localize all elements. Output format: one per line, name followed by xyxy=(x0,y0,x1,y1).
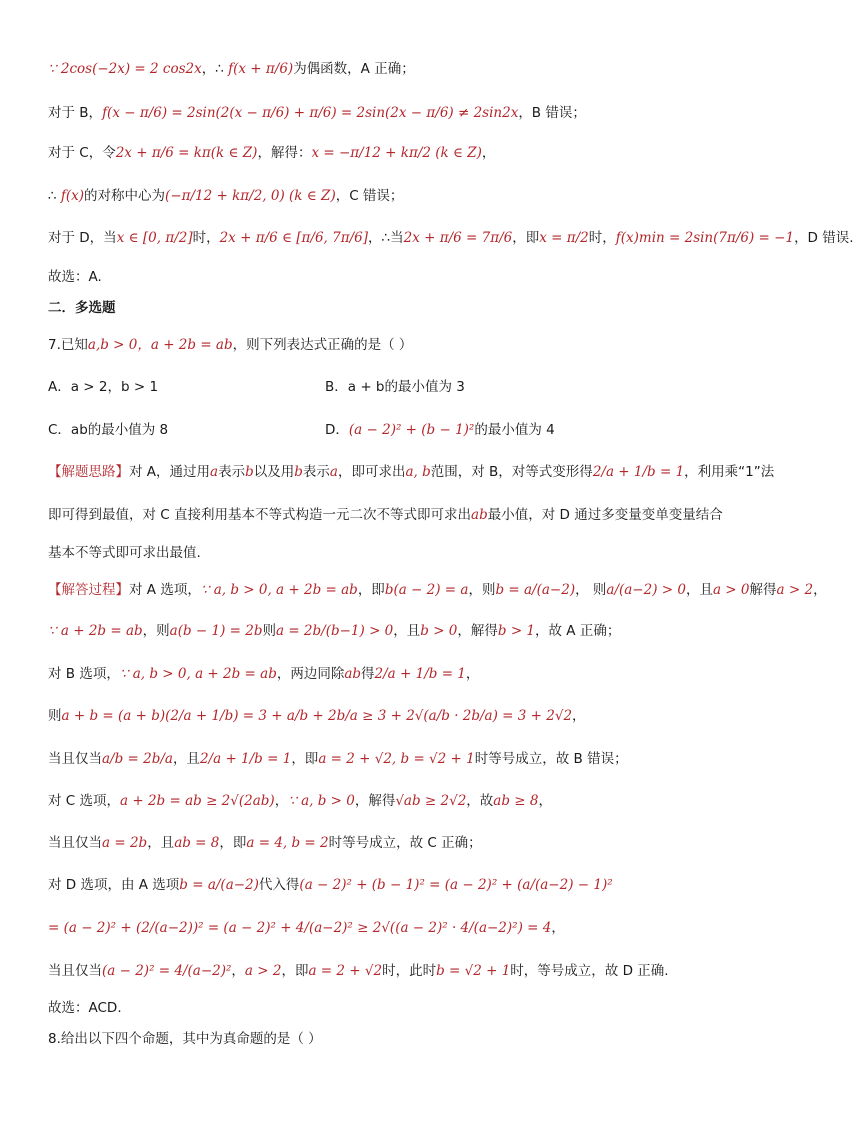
text-segment: 对于 B， xyxy=(48,105,103,121)
text-segment: ， 则 xyxy=(575,582,607,598)
math-expression: b > 1 xyxy=(497,623,536,639)
text-segment: ， xyxy=(231,963,245,979)
text-segment: 8.给出以下四个命题，其中为真命题的是（ ） xyxy=(48,1031,322,1047)
text-segment: ， xyxy=(813,582,827,598)
option-a xyxy=(48,377,158,397)
text-line-5 xyxy=(48,228,854,248)
solution-line-d3 xyxy=(48,961,669,981)
solution-tag: 【解答过程】 xyxy=(48,582,129,598)
option-b-text: B．a + b的最小值为 3 xyxy=(325,379,465,395)
text-segment: 则 xyxy=(262,623,276,639)
text-segment: 对 A 选项， xyxy=(129,582,201,598)
math-expression: ∵ a, b > 0 xyxy=(288,793,355,809)
solution-tag: 【解题思路】 xyxy=(48,464,129,480)
text-segment: ，且 xyxy=(147,835,175,851)
text-segment: ，D 错误. xyxy=(794,230,854,246)
text-segment: ，则下列表达式正确的是（ ） xyxy=(232,337,413,353)
text-segment: 对 B 选项， xyxy=(48,666,120,682)
math-expression: ∵ a + 2b = ab xyxy=(48,623,143,639)
text-segment: ，∴ xyxy=(201,61,229,77)
text-segment: ， xyxy=(274,793,289,809)
text-segment: 解得 xyxy=(749,582,777,598)
text-segment: ，∴当 xyxy=(368,230,404,246)
math-expression: 2x + π/6 = kπ(k ∈ Z) xyxy=(115,145,258,161)
math-expression: a/b = 2b/a xyxy=(102,751,173,767)
math-expression: ∵ 2cos(−2x) = 2 cos2x xyxy=(48,61,202,77)
text-segment: 当且仅当 xyxy=(48,963,102,979)
text-segment: ，即 xyxy=(219,835,247,851)
text-line-2 xyxy=(48,103,586,123)
math-expression: ab ≥ 8 xyxy=(493,793,539,809)
math-expression: a = 2 + √2 xyxy=(308,963,383,979)
text-segment: 故选：ACD. xyxy=(48,1000,122,1016)
math-expression: a xyxy=(329,464,338,480)
text-segment: ，C 错误； xyxy=(335,188,404,204)
text-segment: ，且 xyxy=(685,582,713,598)
math-expression: a = 4, b = 2 xyxy=(246,835,329,851)
math-expression: x = −π/12 + kπ/2 (k ∈ Z) xyxy=(311,145,482,161)
text-segment: 即可得到最值，对 C 直接利用基本不等式构造一元二次不等式即可求出 xyxy=(48,507,472,523)
answer-line xyxy=(48,998,122,1018)
math-expression: ab xyxy=(471,507,488,523)
text-segment: 7.已知 xyxy=(48,337,88,353)
text-segment: ， xyxy=(538,793,552,809)
solution-line-d2 xyxy=(48,918,565,938)
math-expression: b(a − 2) = a xyxy=(384,582,469,598)
math-expression: f(x + π/6) xyxy=(228,61,294,77)
solution-line-b3 xyxy=(48,749,628,769)
text-segment: 时等号成立，故 C 正确； xyxy=(328,835,482,851)
option-d xyxy=(325,420,555,440)
text-segment: ，B 错误； xyxy=(518,105,586,121)
solution-idea-line-1 xyxy=(48,462,774,482)
math-expression: (a − 2)² = 4/(a−2)² xyxy=(102,963,232,979)
text-segment: 当且仅当 xyxy=(48,751,102,767)
text-segment: 得 xyxy=(361,666,375,682)
solution-line-d1 xyxy=(48,875,613,895)
math-expression: = (a − 2)² + (2/(a−2))² = (a − 2)² + 4/(a−2)² ≥ 2√((a − 2)² · 4/(a−2)²) = 4 xyxy=(48,920,552,936)
text-segment: ，解得 xyxy=(457,623,498,639)
option-b xyxy=(325,377,465,397)
text-segment: ，即 xyxy=(512,230,540,246)
math-expression: b = a/(a−2) xyxy=(495,582,576,598)
text-segment: ，利用乘“1”法 xyxy=(684,464,775,480)
math-expression: a + b = (a + b)(2/a + 1/b) = 3 + a/b + 2b/a ≥ 3 + 2√(a/b · 2b/a) = 3 + 2√2 xyxy=(61,708,573,724)
text-segment: ，两边同除 xyxy=(276,666,345,682)
math-expression: a = 2 + √2, b = √2 + 1 xyxy=(318,751,475,767)
math-expression: 2/a + 1/b = 1 xyxy=(592,464,685,480)
text-segment: 对 C 选项， xyxy=(48,793,121,809)
text-segment: 时，此时 xyxy=(382,963,437,979)
text-segment: 时， xyxy=(192,230,220,246)
text-line-1 xyxy=(48,59,415,79)
math-expression: (−π/12 + kπ/2, 0) (k ∈ Z) xyxy=(165,188,336,204)
math-expression: b > 0 xyxy=(420,623,458,639)
text-line-6 xyxy=(48,267,102,287)
text-segment: 以及用 xyxy=(253,464,295,480)
math-expression: 2x + π/6 ∈ [π/6, 7π/6] xyxy=(219,230,369,246)
math-expression: x ∈ [0, π/2] xyxy=(116,230,193,246)
solution-idea-line-3 xyxy=(48,543,201,563)
math-expression: a, b xyxy=(405,464,431,480)
question-8 xyxy=(48,1029,322,1049)
solution-line-b1 xyxy=(48,664,479,684)
text-segment: 范围，对 B，对等式变形得 xyxy=(430,464,593,480)
text-segment: 对 A，通过用 xyxy=(129,464,211,480)
text-segment: 基本不等式即可求出最值. xyxy=(48,545,201,561)
text-segment: 当且仅当 xyxy=(48,835,102,851)
text-segment: 表示 xyxy=(218,464,246,480)
math-expression: a = 2b/(b−1) > 0 xyxy=(275,623,394,639)
text-segment: 对 D 选项，由 A 选项 xyxy=(48,877,180,893)
math-expression: (a − 2)² + (b − 1)² = (a − 2)² + (a/(a−2) − 1)² xyxy=(299,877,613,893)
math-expression: a > 2 xyxy=(776,582,814,598)
text-segment: 的最小值为 4 xyxy=(474,422,555,438)
math-expression: ∵ a, b > 0, a + 2b = ab xyxy=(119,666,277,682)
text-segment: 时，等号成立，故 D 正确. xyxy=(510,963,669,979)
option-c-text: C．ab的最小值为 8 xyxy=(48,422,169,438)
text-segment: ，故 A 正确； xyxy=(535,623,621,639)
text-segment: 的对称中心为 xyxy=(84,188,166,204)
math-expression: b = √2 + 1 xyxy=(436,963,511,979)
text-segment: ，则 xyxy=(468,582,496,598)
math-expression: a > 2 xyxy=(244,963,282,979)
math-expression: f(x)min = 2sin(7π/6) = −1 xyxy=(615,230,795,246)
math-expression: a > 0 xyxy=(712,582,750,598)
math-expression: b xyxy=(245,464,254,480)
option-c xyxy=(48,420,168,440)
text-segment: ，即 xyxy=(281,963,309,979)
math-expression: a = 2b xyxy=(102,835,148,851)
text-segment: ，且 xyxy=(393,623,421,639)
text-segment: 对于 D，当 xyxy=(48,230,117,246)
option-a-text: A．a > 2，b > 1 xyxy=(48,379,159,395)
solution-line-b2 xyxy=(48,706,586,726)
text-segment: ，解得 xyxy=(354,793,396,809)
math-expression: 2x + π/6 = 7π/6 xyxy=(403,230,513,246)
text-segment: ，即 xyxy=(291,751,319,767)
math-expression: ab = 8 xyxy=(174,835,220,851)
text-segment: 则 xyxy=(48,708,62,724)
math-expression: ab xyxy=(344,666,362,682)
text-segment: 表示 xyxy=(302,464,330,480)
math-expression: (a − 2)² + (b − 1)² xyxy=(348,422,475,438)
math-expression: f(x − π/6) = 2sin(2(x − π/6) + π/6) = 2sin(2x − π/6) ≠ 2sin2x xyxy=(102,105,519,121)
math-expression: a xyxy=(210,464,219,480)
text-segment: ∴ xyxy=(48,188,61,204)
math-expression: 2/a + 1/b = 1 xyxy=(374,666,466,682)
solution-idea-line-2 xyxy=(48,505,723,525)
text-segment: 时等号成立，故 B 错误； xyxy=(474,751,628,767)
text-segment: 对于 C，令 xyxy=(48,145,116,161)
text-line-4 xyxy=(48,186,403,206)
solution-line-c2 xyxy=(48,833,482,853)
math-expression: a/(a−2) > 0 xyxy=(606,582,686,598)
text-segment: ， xyxy=(481,145,496,161)
math-expression: √ab ≥ 2√2 xyxy=(395,793,467,809)
math-expression: a(b − 1) = 2b xyxy=(169,623,263,639)
text-segment: ， xyxy=(465,666,480,682)
text-segment: ，即 xyxy=(357,582,385,598)
text-segment: 为偶函数，A 正确； xyxy=(293,61,415,77)
solution-line-a2 xyxy=(48,621,620,641)
text-segment: 代入得 xyxy=(258,877,300,893)
option-d-label: D． xyxy=(325,422,349,438)
text-segment: ，即可求出 xyxy=(337,464,406,480)
solution-line-a1 xyxy=(48,580,827,600)
math-expression: a + 2b = ab ≥ 2√(2ab) xyxy=(120,793,275,809)
math-expression: 2/a + 1/b = 1 xyxy=(199,751,292,767)
text-segment: ，解得： xyxy=(257,145,312,161)
text-segment: ，故 xyxy=(466,793,494,809)
math-expression: f(x) xyxy=(60,188,85,204)
math-expression: b xyxy=(294,464,303,480)
math-expression: a,b > 0，a + 2b = ab xyxy=(87,337,233,353)
text-segment: 时， xyxy=(588,230,616,246)
solution-line-c1 xyxy=(48,791,552,811)
math-expression: ∵ a, b > 0, a + 2b = ab xyxy=(200,582,358,598)
math-expression: b = a/(a−2) xyxy=(179,877,259,893)
math-expression: x = π/2 xyxy=(539,230,589,246)
question-7 xyxy=(48,335,412,355)
text-line-3 xyxy=(48,143,495,163)
text-segment: ，且 xyxy=(172,751,200,767)
text-segment: 二．多选题 xyxy=(48,300,116,316)
text-segment: ， xyxy=(572,708,586,724)
text-segment: 故选：A. xyxy=(48,269,102,285)
text-segment: 最小值，对 D 通过多变量变单变量结合 xyxy=(487,507,723,523)
text-segment: ， xyxy=(551,920,565,936)
section-heading xyxy=(48,298,116,318)
text-segment: ，则 xyxy=(142,623,170,639)
